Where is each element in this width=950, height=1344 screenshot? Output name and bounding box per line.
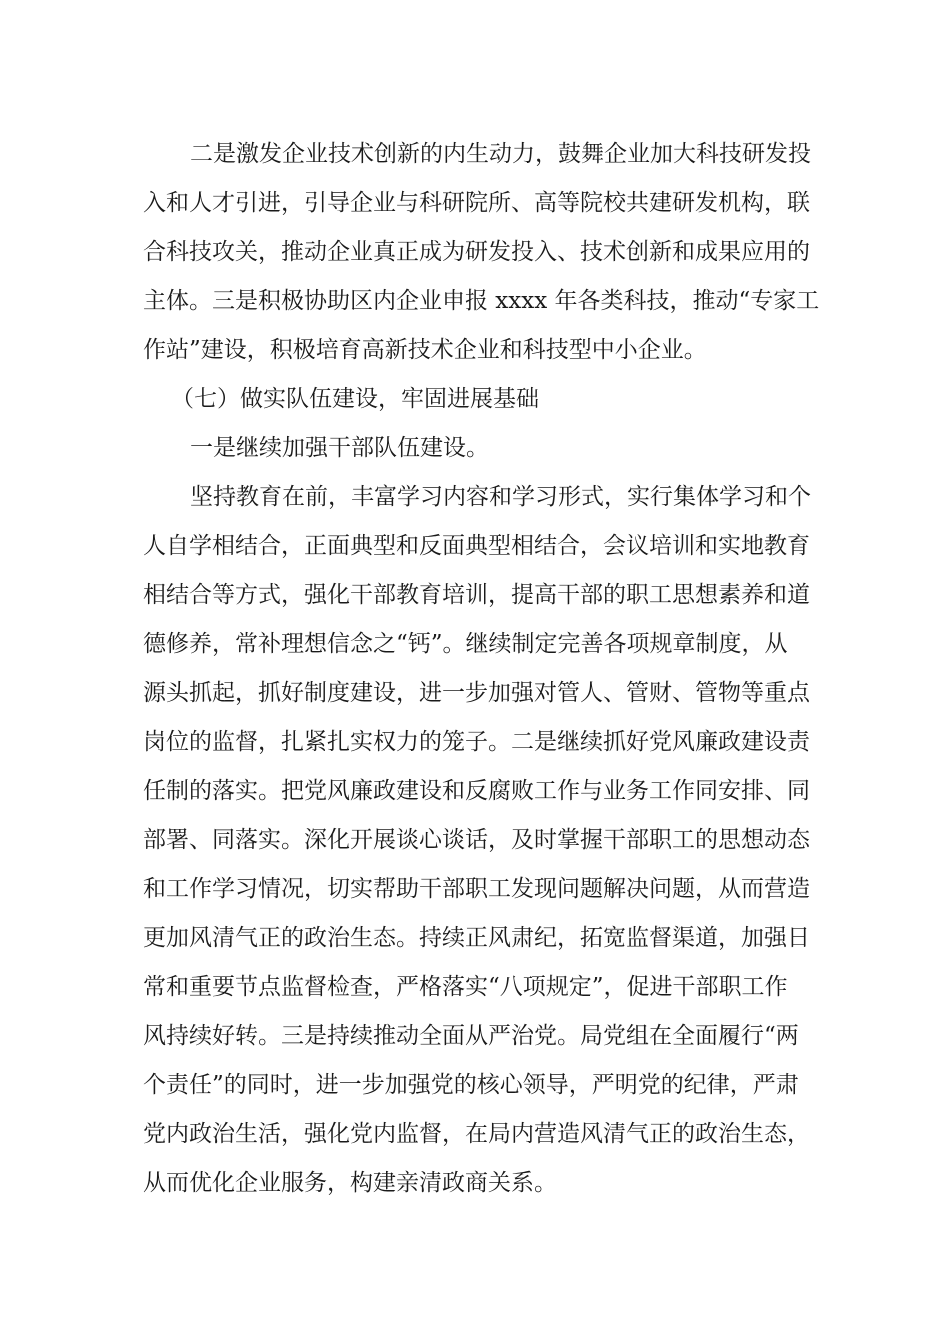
paragraph-line [0, 820, 950, 860]
paragraph-line [0, 1114, 950, 1154]
line-text: 从而优化企业服务，构建亲清政商关系。 [143, 1170, 557, 1196]
line-text: 和工作学习情况，切实帮助干部职工发现问题解决问题，从而营造 [143, 876, 810, 902]
paragraph-line [0, 428, 950, 468]
line-text: 德修养，常补理想信念之“钙”。继续制定完善各项规章制度，从 [143, 631, 788, 657]
line-text: 部署、同落实。深化开展谈心谈话，及时掌握干部职工的思想动态 [143, 827, 810, 853]
line-text: 源头抓起，抓好制度建设，进一步加强对管人、管财、管物等重点 [143, 680, 810, 706]
section-heading [0, 379, 950, 419]
line-text: 岗位的监督，扎紧扎实权力的笼子。二是继续抓好党风廉政建设责 [143, 729, 810, 755]
line-text: 主体。三是积极协助区内企业申报 xxxx 年各类科技，推动“专家工 [143, 288, 820, 314]
line-text: 二是激发企业技术创新的内生动力，鼓舞企业加大科技研发投 [190, 141, 811, 167]
paragraph-line [0, 722, 950, 762]
line-text: 更加风清气正的政治生态。持续正风肃纪，拓宽监督渠道，加强日 [143, 925, 810, 951]
paragraph-line [0, 281, 950, 321]
paragraph-line [0, 967, 950, 1007]
line-text: 相结合等方式，强化干部教育培训，提高干部的职工思想素养和道 [143, 582, 810, 608]
paragraph-line [0, 1016, 950, 1056]
paragraph-line [0, 869, 950, 909]
paragraph-line [0, 183, 950, 223]
paragraph-line [0, 575, 950, 615]
line-text: 常和重要节点监督检查，严格落实“八项规定”，促进干部职工作 [143, 974, 788, 1000]
paragraph-line [0, 1065, 950, 1105]
paragraph-line [0, 330, 950, 370]
line-text: 一是继续加强干部队伍建设。 [190, 435, 489, 461]
paragraph-line [0, 1163, 950, 1203]
line-text: 人自学相结合，正面典型和反面典型相结合，会议培训和实地教育 [143, 533, 810, 559]
line-text: 个责任”的同时，进一步加强党的核心领导，严明党的纪律，严肃 [143, 1072, 799, 1098]
paragraph-line [0, 232, 950, 272]
paragraph-line [0, 771, 950, 811]
heading-text: （七）做实队伍建设，牢固进展基础 [171, 386, 539, 412]
paragraph-line [0, 673, 950, 713]
paragraph-line [0, 477, 950, 517]
line-text: 作站”建设，积极培育高新技术企业和科技型中小企业。 [143, 337, 707, 363]
line-text: 入和人才引进，引导企业与科研院所、高等院校共建研发机构，联 [143, 190, 810, 216]
line-text: 风持续好转。三是持续推动全面从严治党。局党组在全面履行“两 [143, 1023, 799, 1049]
paragraph-line [0, 526, 950, 566]
paragraph-line [0, 624, 950, 664]
line-text: 任制的落实。把党风廉政建设和反腐败工作与业务工作同安排、同 [143, 778, 810, 804]
paragraph-line [0, 918, 950, 958]
line-text: 合科技攻关，推动企业真正成为研发投入、技术创新和成果应用的 [143, 239, 810, 265]
paragraph-line [0, 134, 950, 174]
line-text: 党内政治生活，强化党内监督，在局内营造风清气正的政治生态， [143, 1121, 810, 1147]
line-text: 坚持教育在前，丰富学习内容和学习形式，实行集体学习和个 [190, 484, 811, 510]
